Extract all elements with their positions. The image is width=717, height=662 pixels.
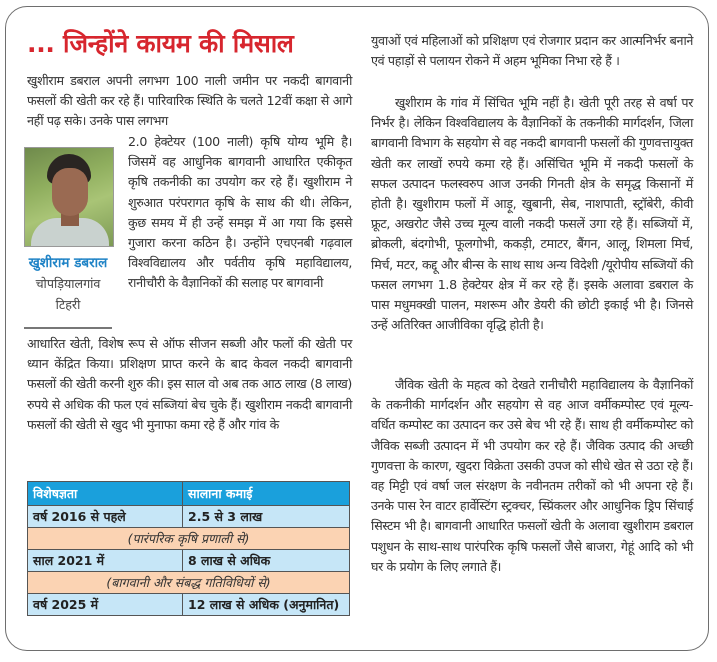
right-paragraph-1: युवाओं एवं महिलाओं को प्रशिक्षण एवं रोजगार प्रदान कर आत्मनिर्भर बनाने एवं पहाड़ों से पलायन रोकने में अहम भूमिका निभा रहे हैं । [371, 33, 693, 69]
table-cell-note: (पारंपरिक कृषि प्रणाली से) [28, 528, 350, 550]
table-cell-note: (बागवानी और संबद्ध गतिविधियों से) [28, 572, 350, 594]
portrait-photo [24, 147, 114, 247]
table-note-row [28, 572, 350, 594]
table-cell-income: 2.5 से 3 लाख [183, 506, 350, 528]
right-paragraph-2: खुशीराम के गांव में सिंचित भूमि नहीं है। खेती पूरी तरह से वर्षा पर निर्भर है। लेकिन विश्वविद्यालय के वैज्ञानिकों के तकनीकी मार्गदर्शन, जिला बागवानी विभाग के सहयोग से वह नकदी बागवानी फसलों की गुणवत्तायुक्त खेती कर लाखों रुपये कमा रहे हैं। असिंचित भूमि में नकदी फसलों के सफल उत्पादन फलस्वरुप आज उनकी गिनती क्षेत्र के समृद्ध किसानों में होती है। खुशीराम फलों में आड़ू, खुबानी, सेब, नाशपाती, स्ट्रॉबेरी, कीवी फ्रूट, अखरोट जैसे उच्च मूल्य वाली नकदी फसलें उगा रहे हैं। सब्जियों में, ब्रोकली, बंदगोभी, फूलगोभी, ककड़ी, टमाटर, बैंगन, आलू, शिमला मिर्च, मिर्च, मटर, कद्दू और बीन्स के साथ साथ अन्य विदेशी /यूरोपीय सब्जियों की फसल लगभग 1.8 हेक्टेयर क्षेत्र में कर रहे हैं। इसके अलावा डबराल के पास मधुमक्खी पालन, मशरूम और डेयरी की छोटी इकाई भी है। जिनसे उन्हें अतिरिक्त आजीविका वृद्धि होती है। [371, 95, 693, 333]
table-note-row [28, 528, 350, 550]
table-cell-period: वर्ष 2016 से पहले [28, 506, 183, 528]
table-cell-period: वर्ष 2025 में [28, 594, 183, 616]
table-cell-income: 8 लाख से अधिक [183, 550, 350, 572]
left-paragraph-wrap: 2.0 हेक्टेयर (100 नाली) कृषि योग्य भूमि है। जिसमें वह आधुनिक बागवानी आधारित एकीकृत कृषि तकनीकी का उपयोग कर रहे हैं। खुशीराम ने शुरुआत परंपरागत कृषि के साथ की थी। लेकिन, कुछ समय में ही उन्हें समझ में आ गया कि इससे गुजारा करना कठिन है। उन्होंने एचएनबी गढ़वाल विश्वविद्यालय और पर्वतीय कृषि महाविद्यालय, रानीचौरी के वैज्ञानिकों की सलाह पर बागवानी [128, 134, 352, 291]
photo-caption-name: खुशीराम डबराल [28, 255, 108, 271]
table-row [28, 594, 350, 616]
caption-divider [24, 327, 112, 329]
right-paragraph-3: जैविक खेती के महत्व को देखते रानीचौरी महाविद्यालय के वैज्ञानिकों के तकनीकी मार्गदर्शन और सहयोग से वह आज वर्मीकम्पोस्ट एवं मूल्य-वर्धित कम्पोस्ट का उत्पादन कर उसे बेच भी रहे हैं। साथ ही वर्मीकम्पोस्ट को जैविक सब्जी उत्पादन में भी उपयोग कर रहे हैं। जैविक उत्पाद की अच्छी गुणवत्ता के कारण, खुदरा विक्रेता उसकी उपज को सीधे खेत से उठा रहे हैं। वह मिट्टी एवं वर्षा जल संरक्षण के नवीनतम तरीकों को भी अपना रहे हैं। उनके पास रेन वाटर हार्वेस्टिंग स्ट्रक्चर, स्प्रिंकलर और आधुनिक ड्रिप सिंचाई सिस्टम भी है। बागवानी आधारित फसलों खेती के अलावा खुशीराम डबराल पशुधन के साथ-साथ पारंपरिक कृषि फसलों जैसे बाजरा, गेहूं आदि को भी घर के प्रयोग के लिए लगाते हैं। [371, 377, 693, 574]
photo-caption-village: चोपड़ियालगांव [35, 276, 101, 291]
table-cell-income: 12 लाख से अधिक (अनुमानित) [183, 594, 350, 616]
table-cell-period: साल 2021 में [28, 550, 183, 572]
photo-face [52, 168, 88, 216]
table-header-expertise: विशेषज्ञता [28, 482, 183, 506]
left-paragraph-bottom: आधारित खेती, विशेष रूप से ऑफ सीजन सब्जी और फलों की खेती पर ध्यान केंद्रित किया। प्रशिक्षण प्राप्त करने के बाद केवल नकदी बागवानी फसलों की खेती करनी शुरु की। इस साल वो अब तक आठ लाख (8 लाख) रुपये से अधिक की फल एवं सब्जियां बेच चुके हैं। खुशीराम नकदी बागवानी फसलों की खेती से खुद भी मुनाफा कमा रहे हैं और गांव के [27, 336, 352, 432]
table-header-row [28, 482, 350, 506]
photo-caption-district: टिहरी [55, 297, 81, 312]
income-table [27, 481, 350, 616]
table-header-annual-income: सालाना कमाई [183, 482, 350, 506]
table-row [28, 506, 350, 528]
table-row [28, 550, 350, 572]
left-paragraph-top: खुशीराम डबराल अपनी लगभग 100 नाली जमीन पर नकदी बागवानी फसलों की खेती कर रहे हैं। पारिवारिक स्थिति के चलते 12वीं कक्षा से आगे नहीं पढ़ सके। उनके पास लगभग [27, 73, 352, 129]
headline: ... जिन्होंने कायम की मिसाल [27, 29, 294, 58]
